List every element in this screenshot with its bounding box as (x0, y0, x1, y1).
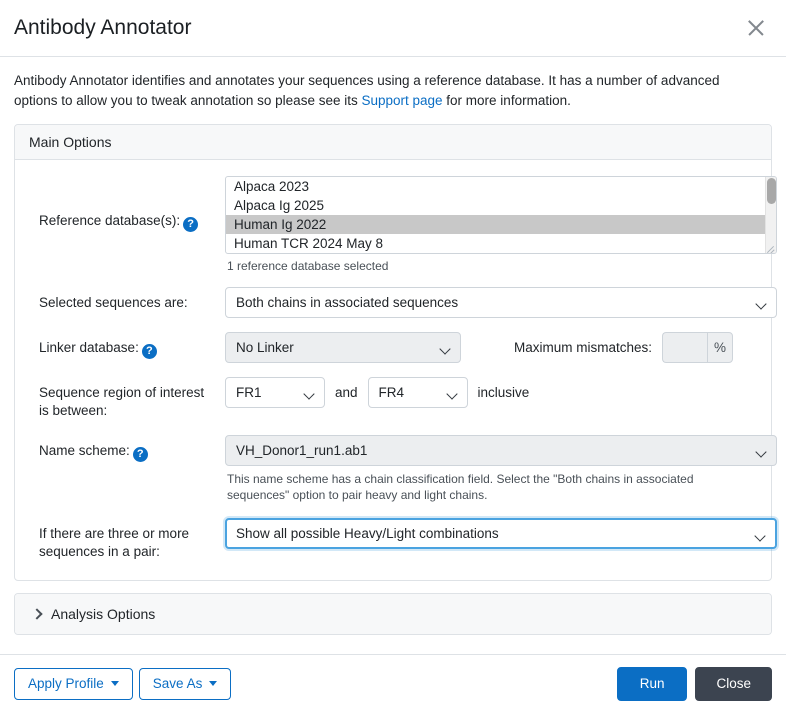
linker-database-label: Linker database: (39, 340, 139, 356)
close-button[interactable]: Close (695, 667, 772, 701)
chevron-down-icon (303, 388, 314, 399)
linker-database-value: No Linker (236, 340, 294, 356)
name-scheme-select[interactable] (225, 435, 777, 466)
intro-text-after: for more information. (442, 92, 571, 108)
name-scheme-label: Name scheme: (39, 442, 130, 458)
region-conjunction: and (335, 385, 358, 401)
chevron-right-icon (31, 608, 42, 619)
reference-database-listbox[interactable] (225, 176, 777, 254)
intro-text (14, 71, 766, 110)
pair-rule-value: Show all possible Heavy/Light combinations (236, 526, 499, 542)
main-options-body (15, 160, 771, 579)
linker-database-row (25, 332, 757, 363)
caret-down-icon (209, 681, 217, 686)
selected-sequences-label: Selected sequences are: (39, 295, 188, 311)
maximum-mismatches-input[interactable] (662, 332, 707, 363)
help-icon[interactable]: ? (183, 217, 198, 232)
save-as-label: Save As (152, 675, 203, 691)
region-from-value: FR1 (236, 385, 262, 401)
maximum-mismatches-label: Maximum mismatches: (513, 340, 652, 356)
pair-rule-row (25, 518, 757, 561)
reference-database-label-wrap (25, 176, 225, 232)
chevron-down-icon (439, 343, 450, 354)
sequence-region-field (225, 377, 757, 408)
intro-text-before: Antibody Annotator identifies and annotates your sequences using a reference database. It has a number of advanced options to allow you to tweak annotation so please see its (14, 73, 720, 108)
page-title: Antibody Annotator (14, 16, 192, 39)
reference-database-hint: 1 reference database selected (227, 259, 389, 274)
reference-database-label: Reference database(s): (39, 213, 181, 229)
support-page-link[interactable]: Support page (361, 92, 443, 108)
percent-suffix: % (707, 332, 733, 363)
name-scheme-label-wrap (25, 435, 225, 462)
pair-rule-label: If there are three or more sequences in a pair: (39, 526, 190, 560)
pair-rule-select[interactable] (225, 518, 777, 549)
main-options-header: Main Options (15, 125, 771, 160)
region-to-select[interactable] (368, 377, 468, 408)
chevron-down-icon (446, 388, 457, 399)
save-as-button[interactable] (139, 668, 232, 700)
dialog-footer (0, 654, 786, 713)
main-options-panel (14, 124, 772, 580)
listbox-scroll-thumb[interactable] (767, 178, 776, 204)
analysis-options-header[interactable] (15, 594, 771, 634)
linker-database-select[interactable] (225, 332, 461, 363)
selected-sequences-select[interactable] (225, 287, 777, 318)
profile-button-group (14, 668, 231, 700)
reference-database-field (225, 176, 757, 273)
listbox-resize-grip[interactable] (765, 242, 775, 252)
region-inclusive-text: inclusive (477, 385, 530, 401)
maximum-mismatches-group (514, 332, 757, 363)
sequence-region-row (25, 377, 757, 420)
name-scheme-field (225, 435, 757, 505)
linker-database-field (225, 332, 757, 363)
help-icon[interactable]: ? (133, 447, 148, 462)
list-item[interactable]: Alpaca 2023 (234, 179, 310, 195)
selected-sequences-field (225, 287, 757, 318)
run-button[interactable]: Run (617, 667, 688, 701)
help-icon[interactable]: ? (142, 344, 157, 359)
caret-down-icon (111, 681, 119, 686)
list-item[interactable]: Alpaca Ig 2025 (234, 198, 325, 214)
pair-rule-field (225, 518, 757, 549)
selected-sequences-value: Both chains in associated sequences (236, 295, 459, 311)
list-item[interactable]: Human TCR 2024 May 8 (234, 236, 384, 252)
dialog-body (0, 57, 786, 654)
region-to-value: FR4 (378, 385, 405, 401)
apply-profile-button[interactable] (14, 668, 133, 700)
region-from-select[interactable] (225, 377, 325, 408)
name-scheme-hint: This name scheme has a chain classification field. Select the "Both chains in associated sequences" option to pair heavy and light chains. (227, 471, 694, 503)
reference-database-options (226, 177, 776, 253)
chevron-down-icon (755, 446, 766, 457)
maximum-mismatches-input-group (662, 332, 733, 363)
action-button-group (617, 667, 772, 701)
sequence-region-label: Sequence region of interest is between: (39, 385, 205, 419)
list-item-selected[interactable]: Human Ig 2022 (226, 215, 776, 234)
reference-database-row (25, 176, 757, 273)
analysis-options-panel[interactable] (14, 593, 772, 635)
analysis-options-label: Analysis Options (51, 605, 156, 622)
chevron-down-icon (754, 530, 765, 541)
linker-database-label-wrap (25, 332, 225, 359)
name-scheme-row (25, 435, 757, 505)
dialog-header (0, 0, 786, 57)
selected-sequences-row (25, 287, 757, 318)
close-icon[interactable] (742, 14, 770, 42)
chevron-down-icon (755, 298, 766, 309)
apply-profile-label: Apply Profile (28, 675, 104, 691)
name-scheme-value: VH_Donor1_run1.ab1 (236, 442, 368, 458)
